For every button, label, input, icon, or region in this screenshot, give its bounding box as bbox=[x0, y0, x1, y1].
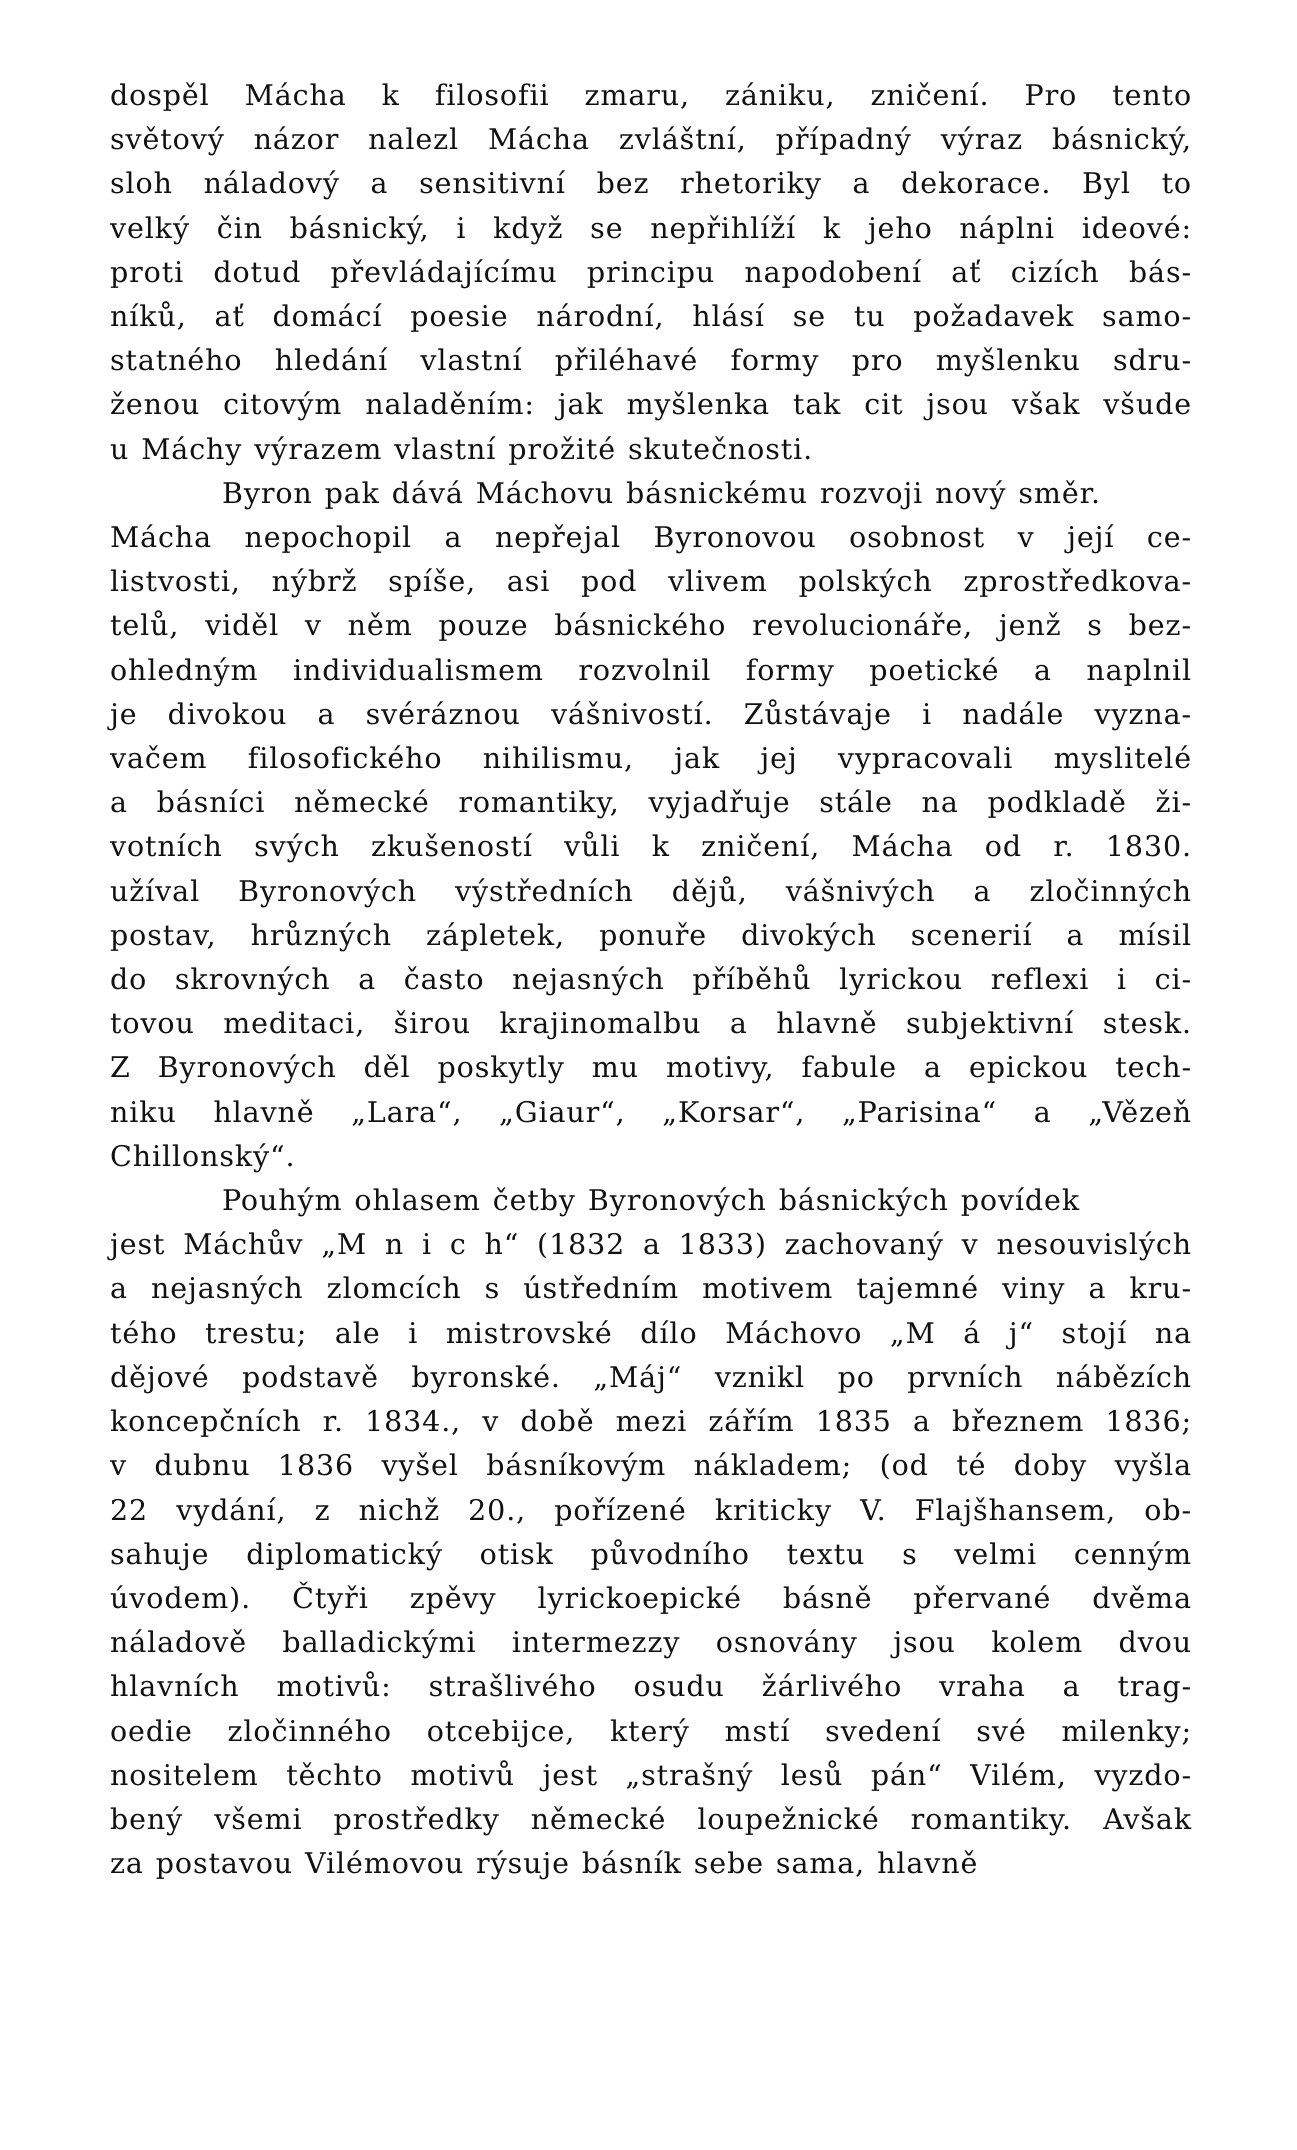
text-line: dospěl Mácha k filosofii zmaru, zániku, zničení. Pro tento bbox=[110, 79, 1192, 112]
text-line: za postavou Vilémovou rýsuje básník sebe sama, hlavně bbox=[110, 1847, 979, 1881]
text-line: a nejasných zlomcích s ústředním motivem tajemné viny a kru- bbox=[110, 1272, 1192, 1306]
text-line: velký čin básnický, i když se nepřihlíží k jeho náplni ideové: bbox=[110, 211, 1192, 245]
text-line: ženou citovým naladěním: jak myšlenka tak cit jsou však všude bbox=[110, 388, 1192, 422]
text-line: hlavních motivů: strašlivého osudu žárlivého vraha a trag- bbox=[110, 1670, 1192, 1704]
page-text bbox=[110, 74, 1192, 1886]
text-line: Z Byronových děl poskytly mu motivy, fabule a epickou tech- bbox=[110, 1051, 1192, 1085]
text-line: Chillonský“. bbox=[110, 1139, 296, 1173]
text-line: votních svých zkušeností vůli k zničení, Mácha od r. 1830. bbox=[110, 830, 1192, 864]
text-line: Byron pak dává Máchovu básnickému rozvoji nový směr. bbox=[222, 476, 1101, 510]
text-line: sloh náladový a sensitivní bez rhetoriky a dekorace. Byl to bbox=[110, 167, 1192, 201]
text-line: světový názor nalezl Mácha zvláštní, případný výraz básnický, bbox=[110, 123, 1192, 157]
text-line: je divokou a svéráznou vášnivostí. Zůstávaje i nadále vyzna- bbox=[110, 697, 1192, 731]
text-line: Mácha nepochopil a nepřejal Byronovou osobnost v její ce- bbox=[110, 521, 1192, 555]
text-line: úvodem). Čtyři zpěvy lyrickoepické básně přervané dvěma bbox=[110, 1581, 1192, 1615]
text-line: sahuje diplomatický otisk původního textu s velmi cenným bbox=[110, 1537, 1192, 1571]
text-line: oedie zločinného otcebijce, který mstí svedení své milenky; bbox=[110, 1714, 1192, 1748]
text-line: do skrovných a často nejasných příběhů lyrickou reflexi i ci- bbox=[110, 963, 1192, 997]
text-line: níků, ať domácí poesie národní, hlásí se tu požadavek samo- bbox=[110, 300, 1192, 334]
text-line: listvosti, nýbrž spíše, asi pod vlivem polských zprostředkova- bbox=[110, 565, 1192, 599]
text-line: a básníci německé romantiky, vyjadřuje stále na podkladě ži- bbox=[110, 786, 1192, 820]
text-line: bený všemi prostředky německé loupežnické romantiky. Avšak bbox=[110, 1802, 1192, 1836]
text-line: postav, hrůzných zápletek, ponuře divokých scenerií a mísil bbox=[110, 918, 1192, 952]
text-line: Pouhým ohlasem četby Byronových básnických povídek bbox=[222, 1184, 1080, 1218]
text-line: statného hledání vlastní přiléhavé formy pro myšlenku sdru- bbox=[110, 344, 1192, 378]
text-line: tovou meditaci, širou krajinomalbu a hlavně subjektivní stesk. bbox=[110, 1007, 1192, 1041]
paragraph bbox=[110, 74, 1192, 472]
paragraph bbox=[110, 472, 1192, 1179]
text-line: náladově balladickými intermezzy osnovány jsou kolem dvou bbox=[110, 1626, 1192, 1660]
text-line: u Máchy výrazem vlastní prožité skutečnosti. bbox=[110, 432, 814, 466]
text-line: užíval Byronových výstředních dějů, vášnivých a zločinných bbox=[110, 874, 1192, 908]
paragraph bbox=[110, 1179, 1192, 1886]
text-line: dějové podstavě byronské. „Máj“ vznikl po prvních nábězích bbox=[110, 1360, 1192, 1394]
book-page bbox=[110, 74, 1192, 1886]
text-line: telů, viděl v něm pouze básnického revolucionáře, jenž s bez- bbox=[110, 609, 1192, 643]
text-line: niku hlavně „Lara“, „Giaur“, „Korsar“, „Parisina“ a „Vězeň bbox=[110, 1095, 1192, 1129]
text-line: koncepčních r. 1834., v době mezi zářím 1835 a březnem 1836; bbox=[110, 1405, 1192, 1439]
text-line: ohledným individualismem rozvolnil formy poetické a naplnil bbox=[110, 653, 1192, 687]
text-line: tého trestu; ale i mistrovské dílo Máchovo „M á j“ stojí na bbox=[110, 1316, 1192, 1350]
text-line: vačem filosofického nihilismu, jak jej vypracovali myslitelé bbox=[110, 742, 1192, 776]
text-line: v dubnu 1836 vyšel básníkovým nákladem; (od té doby vyšla bbox=[110, 1449, 1192, 1483]
text-line: proti dotud převládajícímu principu napodobení ať cizích bás- bbox=[110, 255, 1192, 289]
text-line: jest Máchův „M n i c h“ (1832 a 1833) zachovaný v nesouvislých bbox=[110, 1228, 1192, 1262]
text-line: 22 vydání, z nichž 20., pořízené kriticky V. Flajšhansem, ob- bbox=[110, 1493, 1192, 1527]
text-line: nositelem těchto motivů jest „strašný lesů pán“ Vilém, vyzdo- bbox=[110, 1758, 1192, 1792]
